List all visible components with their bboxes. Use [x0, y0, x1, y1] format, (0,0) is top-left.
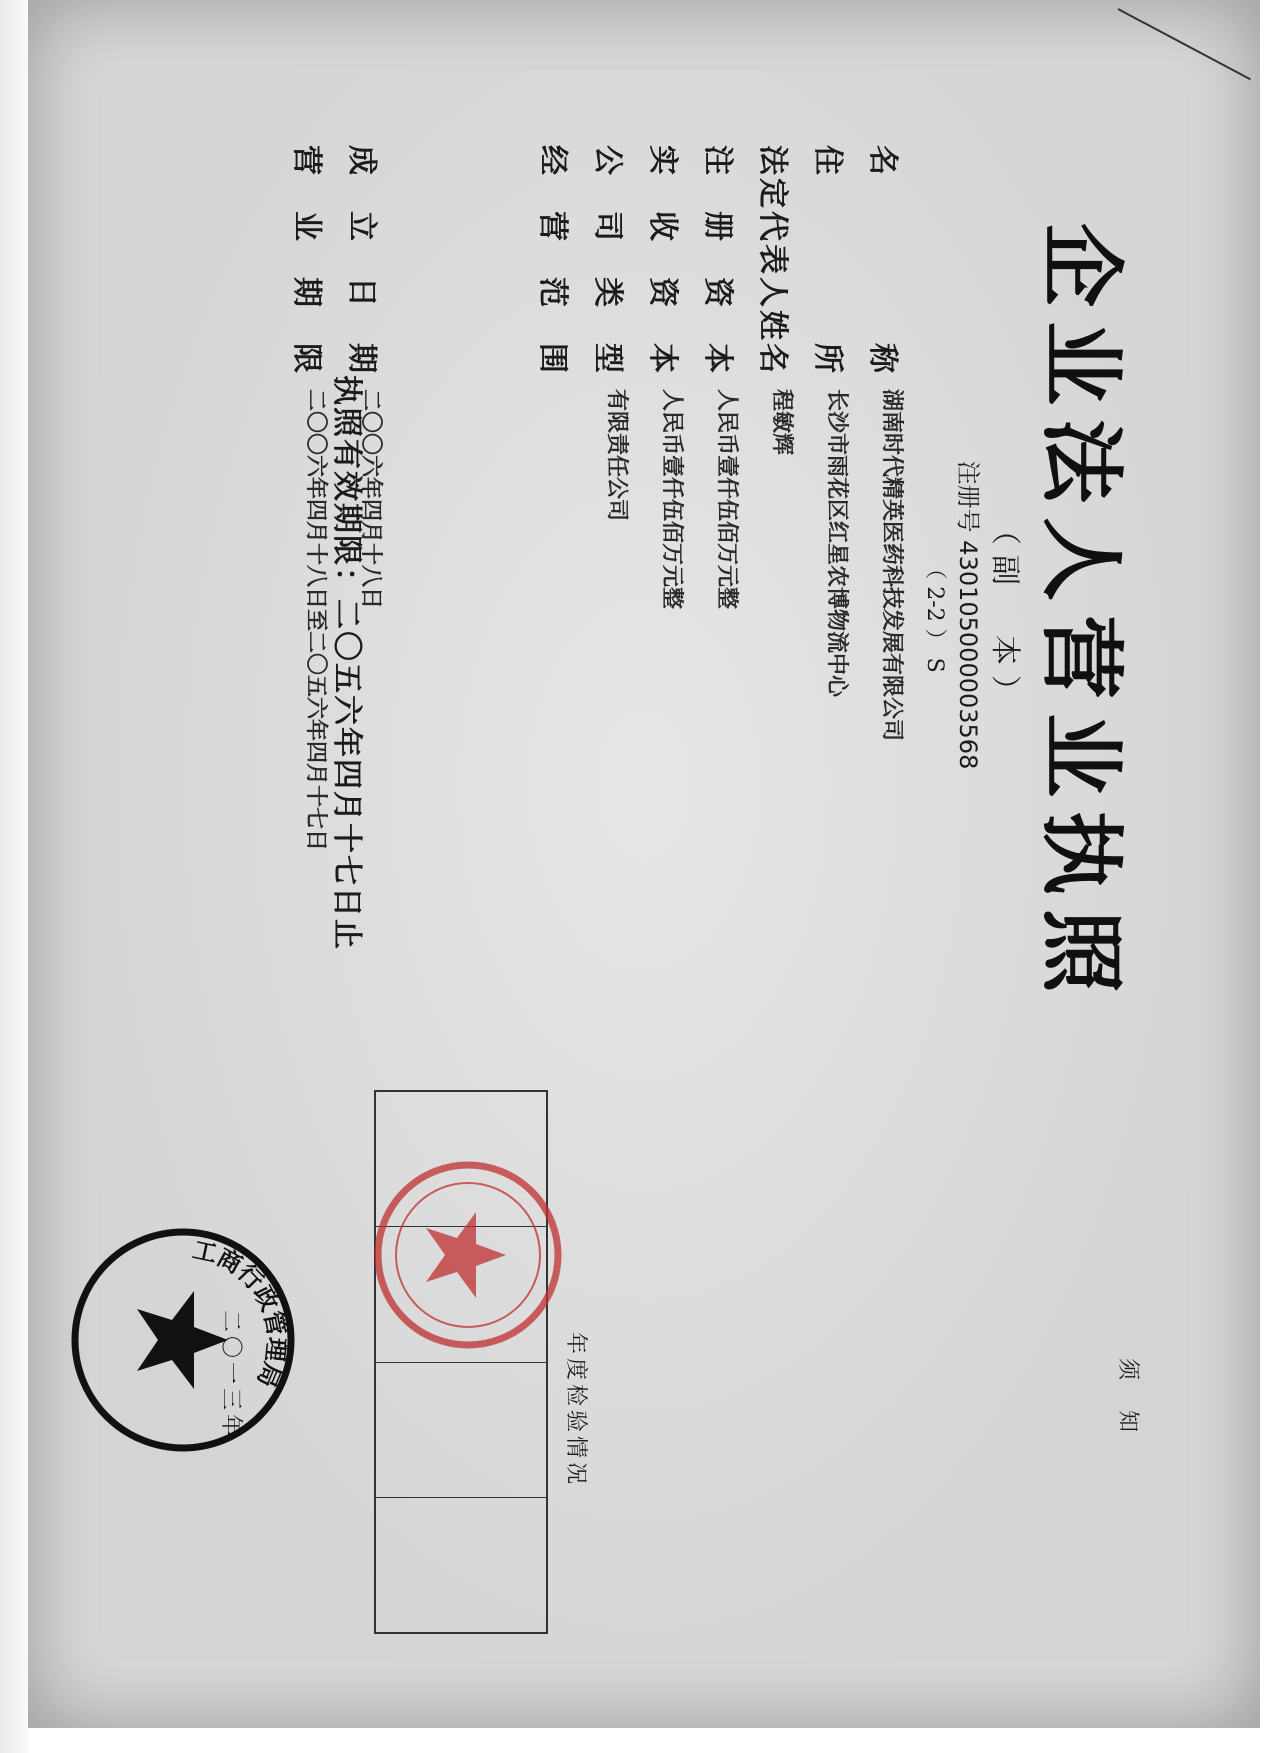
- field-label-registered-capital: 注册资本: [700, 145, 735, 375]
- field-value-registered-capital: 人民币壹仟伍佰万元整: [714, 389, 740, 610]
- validity-label: 执照有效期限: [329, 375, 364, 567]
- field-row: [589, 145, 633, 1105]
- inspection-cell: [376, 1498, 546, 1632]
- field-row: [288, 145, 332, 1105]
- registration-label: 注册号: [954, 460, 982, 533]
- field-value-name: 湖南时代精英医药科技发展有限公司: [879, 389, 905, 742]
- scan-edge: [0, 0, 28, 1753]
- field-row: [398, 145, 578, 1105]
- registration-number-line: [953, 105, 988, 1125]
- field-value-established: 二〇〇六年四月十八日: [358, 389, 384, 610]
- copy-label: （副 本）: [987, 515, 1022, 715]
- field-value-paid-capital: 人民币壹仟伍佰万元整: [659, 389, 685, 610]
- issue-date: 二〇一三年: [218, 1309, 243, 1440]
- field-label-established: 成立日期: [344, 145, 379, 375]
- field-row: [699, 145, 743, 1105]
- license-validity: 执照有效期限：二〇五六年四月十七日止: [329, 375, 364, 951]
- business-license: [58, 105, 1148, 1665]
- notice-title: 须知: [1115, 1357, 1140, 1462]
- inspection-cell: [376, 1363, 546, 1498]
- notice-section: [1108, 1190, 1140, 1630]
- seal-text: 工商行政管理局: [190, 1235, 291, 1392]
- field-label-business-scope: 经营范围: [535, 145, 570, 375]
- field-label-paid-capital: 实收资本: [645, 145, 680, 375]
- field-value-business-term: 二〇〇六年四月十八日至二〇五六年四月十七日: [303, 389, 329, 852]
- field-row: [864, 145, 908, 1105]
- field-row: [754, 145, 798, 1105]
- svg-text:工商行政管理局: [190, 1236, 290, 1392]
- sub-copy-label: （ 2-2 ） S: [922, 557, 947, 673]
- field-value-business-scope: [398, 375, 578, 389]
- field-row: [809, 145, 853, 1105]
- field-label-address: 住所: [810, 145, 845, 375]
- field-value-legal-rep: 程敏辉: [769, 389, 795, 456]
- field-label-legal-rep: 法定代表人姓名: [755, 145, 790, 375]
- red-inspection-seal: [368, 1155, 568, 1355]
- validity-value: 二〇五六年四月十七日止: [329, 599, 364, 951]
- field-value-company-type: 有限责任公司: [604, 389, 630, 522]
- field-row: [644, 145, 688, 1105]
- field-label-name: 名称: [865, 145, 900, 375]
- field-label-business-term: 营业期限: [289, 145, 324, 375]
- registration-number: 430105000003568: [954, 540, 982, 770]
- field-value-address: 长沙市雨花区红星农博物流中心: [824, 389, 850, 698]
- annual-inspection-title: 年度检验情况: [563, 1331, 588, 1488]
- field-label-company-type: 公司类型: [590, 145, 625, 375]
- license-title: 企业法人营业执照: [1032, 222, 1130, 1007]
- official-seal: [68, 1225, 298, 1455]
